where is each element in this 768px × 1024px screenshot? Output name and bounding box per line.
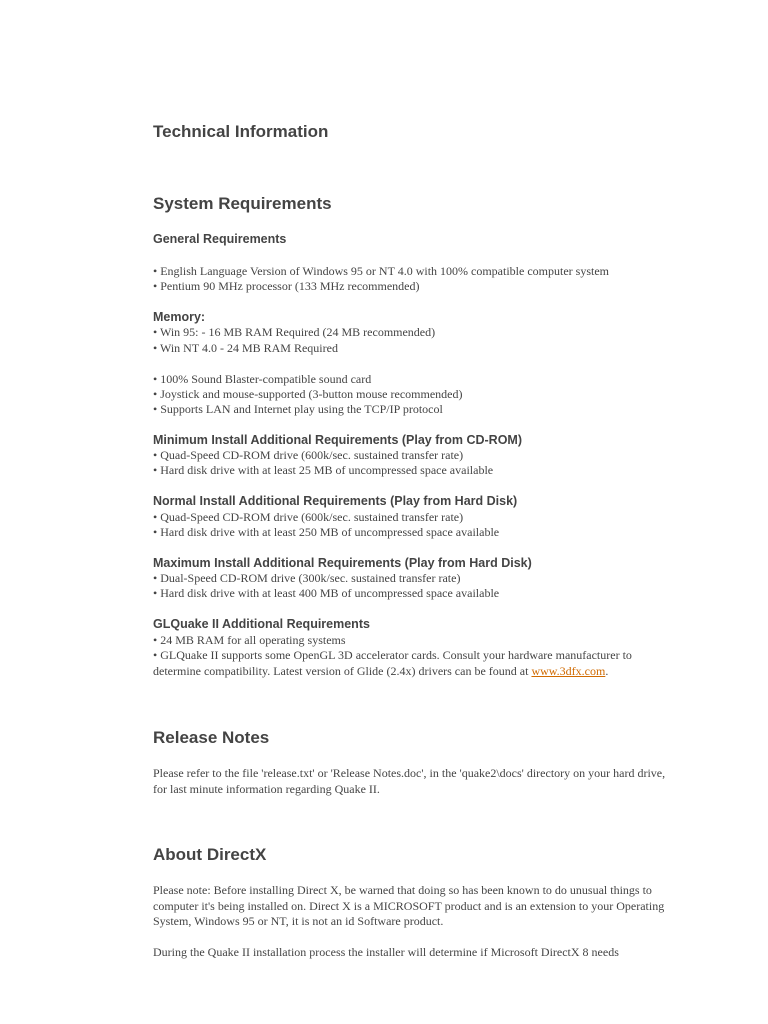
- glquake-opengl-text: • GLQuake II supports some OpenGL 3D accelerator cards. Consult your hardware manufacturer to determine compatibility. Latest version of Glide (2.4x) drivers can be found at: [153, 648, 632, 678]
- list-item: • Joystick and mouse-supported (3-button mouse recommended): [153, 387, 463, 401]
- glquake-opengl-end: .: [605, 663, 609, 678]
- list-item: • Hard disk drive with at least 400 MB of uncompressed space available: [153, 586, 500, 600]
- list-item: • Quad-Speed CD-ROM drive (600k/sec. sustained transfer rate): [153, 510, 464, 524]
- release-notes-text: Please refer to the file 'release.txt' or 'Release Notes.doc', in the 'quake2\docs' directory on your hard drive, for last minute information regarding Quake II.: [153, 766, 666, 796]
- about-directx-heading: About DirectX: [153, 845, 267, 864]
- directx-paragraph: During the Quake II installation process the installer will determine if Microsoft DirectX 8 needs: [153, 945, 619, 959]
- list-item: • Win 95: - 16 MB RAM Required (24 MB recommended): [153, 325, 436, 339]
- maximum-install-heading: Maximum Install Additional Requirements (Play from Hard Disk): [153, 556, 532, 570]
- memory-heading: Memory:: [153, 310, 206, 324]
- directx-paragraph: Please note: Before installing Direct X, be warned that doing so has been known to do unusual things to computer it's being installed on. Direct X is a MICROSOFT product and is an extension to your Operating System, Windows 95 or NT, it is not an id Software product.: [153, 883, 665, 928]
- general-requirements-heading: General Requirements: [153, 232, 287, 246]
- glquake-opengl-item: [153, 648, 671, 679]
- list-item: • Pentium 90 MHz processor (133 MHz recommended): [153, 279, 420, 293]
- page-title: Technical Information: [153, 122, 329, 141]
- list-item: • Hard disk drive with at least 250 MB of uncompressed space available: [153, 525, 500, 539]
- 3dfx-link[interactable]: www.3dfx.com: [531, 663, 606, 678]
- normal-install-heading: Normal Install Additional Requirements (Play from Hard Disk): [153, 494, 518, 508]
- list-item: • English Language Version of Windows 95 or NT 4.0 with 100% compatible computer system: [153, 264, 609, 278]
- list-item: • Win NT 4.0 - 24 MB RAM Required: [153, 341, 338, 355]
- system-requirements-heading: System Requirements: [153, 194, 332, 213]
- list-item: • Hard disk drive with at least 25 MB of uncompressed space available: [153, 463, 494, 477]
- list-item: • Dual-Speed CD-ROM drive (300k/sec. sustained transfer rate): [153, 571, 461, 585]
- list-item: • 24 MB RAM for all operating systems: [153, 633, 346, 647]
- release-notes-heading: Release Notes: [153, 728, 270, 747]
- list-item: • 100% Sound Blaster-compatible sound card: [153, 372, 372, 386]
- glquake-heading: GLQuake II Additional Requirements: [153, 617, 370, 631]
- list-item: • Quad-Speed CD-ROM drive (600k/sec. sustained transfer rate): [153, 448, 464, 462]
- list-item: • Supports LAN and Internet play using the TCP/IP protocol: [153, 402, 443, 416]
- minimum-install-heading: Minimum Install Additional Requirements (Play from CD-ROM): [153, 433, 523, 447]
